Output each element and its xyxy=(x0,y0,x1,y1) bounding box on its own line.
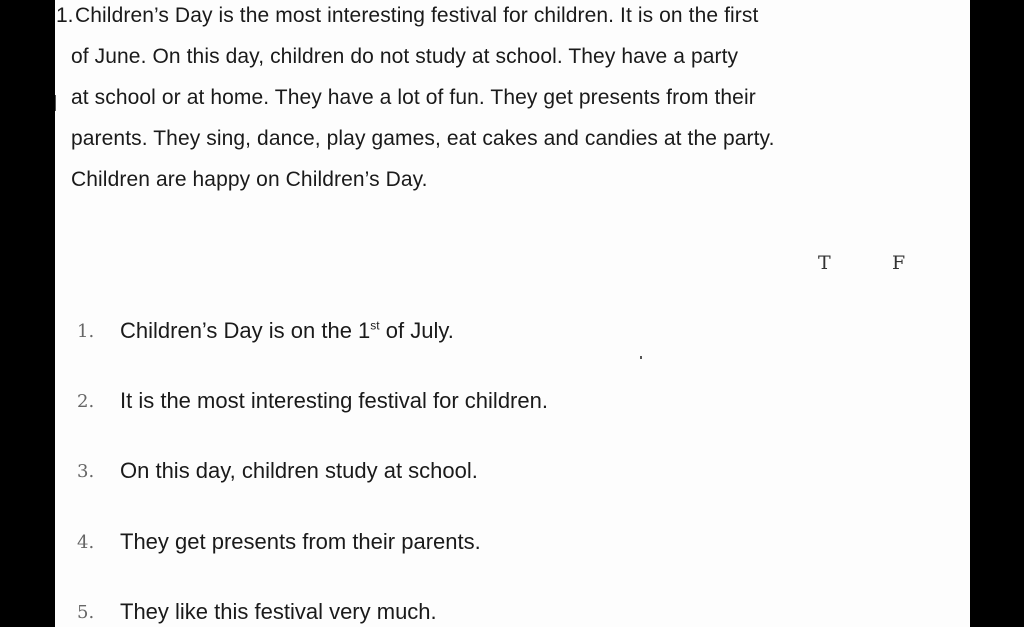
ordinal-superscript: st xyxy=(370,318,380,333)
question-number: 1. xyxy=(77,321,95,342)
scan-mark xyxy=(55,95,56,111)
false-column-header: F xyxy=(892,252,906,274)
passage-line-1: Children’s Day is the most interesting festival for children. It is on the first xyxy=(75,4,759,27)
question-text: They like this festival very much. xyxy=(120,599,437,624)
passage-line-4: parents. They sing, dance, play games, eat cakes and candies at the party. xyxy=(71,127,775,150)
question-text xyxy=(120,318,454,344)
question-number: 3. xyxy=(77,461,95,482)
worksheet-page xyxy=(55,0,970,627)
question-text: It is the most interesting festival for children. xyxy=(120,388,548,413)
scan-speck xyxy=(640,356,642,359)
passage-line-5: Children are happy on Children’s Day. xyxy=(71,168,428,191)
passage-number: 1. xyxy=(56,4,74,27)
passage-line-2: of June. On this day, children do not study at school. They have a party xyxy=(71,45,739,68)
question-number: 2. xyxy=(77,391,95,412)
question-text-after: of July. xyxy=(379,318,454,343)
question-text: On this day, children study at school. xyxy=(120,458,478,483)
question-text-before: Children’s Day is on the 1 xyxy=(120,318,371,343)
true-column-header: T xyxy=(818,252,831,274)
passage-line-3: at school or at home. They have a lot of fun. They get presents from their xyxy=(71,86,756,109)
question-number: 4. xyxy=(77,532,95,553)
question-text: They get presents from their parents. xyxy=(120,529,481,554)
question-number: 5. xyxy=(77,602,95,623)
